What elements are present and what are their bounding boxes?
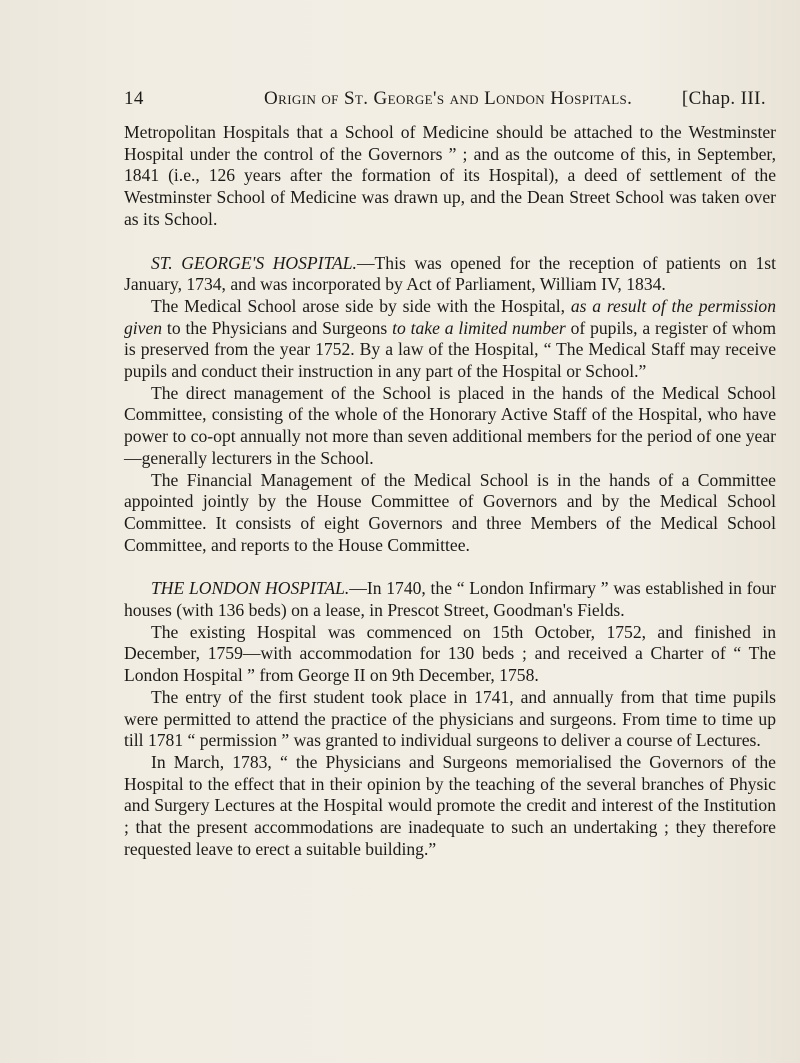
section-heading-london-hospital: THE LONDON HOSPITAL. (151, 578, 350, 599)
paragraph-london-hospital (124, 578, 776, 621)
paragraph-medical-school-origin (124, 296, 776, 383)
body-text (124, 122, 776, 861)
paragraph-st-georges-hospital (124, 253, 776, 296)
text-run: of pupils, a register of whom is preserved from the year 1752. By a law of the Hospital, “ The Medical Staff may receive pupils and conduct their instruction in any part of the Hospital or School.” (124, 317, 776, 382)
text-run: to the Physicians and Surgeons (162, 317, 393, 338)
running-title: Origin of St. George's and London Hospitals. (264, 88, 633, 109)
running-head (124, 88, 766, 110)
section-heading-st-georges: ST. GEORGE'S HOSPITAL. (151, 252, 357, 273)
paragraph-financial-management: The Financial Management of the Medical School is in the hands of a Committee appointed jointly by the House Committee of Governors and by the Medical School Committee. It consists of eight Governors and three Members of the Medical School Committee, and reports to the House Committee. (124, 469, 776, 555)
paragraph-march-1783: In March, 1783, “ the Physicians and Surgeons memorialised the Governors of the Hospital to the effect that in their opinion by the teaching of the several branches of Physic and Surgery Lectures at the Hospital would promote the credit and interest of the Institution ; that the present accommodations are inadequate to such an undertaking ; they therefore requested leave to erect a suitable building.” (124, 751, 776, 859)
paragraph-direct-management: The direct management of the School is placed in the hands of the Medical School Committee, consisting of the whole of the Honorary Active Staff of the Hospital, who have power to co-opt annually not more than seven additional members for the period of one year—generally lecturers in the School. (124, 382, 776, 468)
paragraph-text: —In 1740, the “ London Infirmary ” was established in four houses (with 136 beds) on a lease, in Prescot Street, Goodman's Fields. (124, 578, 776, 621)
text-run: The Medical School arose side by side with the Hospital, (151, 295, 571, 316)
page-number: 14 (124, 88, 144, 109)
italic-run: to take a limited number (392, 317, 566, 338)
paragraph-westminster-continued: Metropolitan Hospitals that a School of Medicine should be attached to the Westminster Hospital under the control of the Governors ” ; and as the outcome of this, in September, 1841 (i.e., 126 years after the formation of its Hospital), a deed of settlement of the Westminster School of Medicine was drawn up, and the Dean Street School was taken over as its School. (124, 122, 776, 229)
italic-run: as a result of the permission given (124, 295, 776, 338)
paragraph-first-student: The entry of the first student took place in 1741, and annually from that time pupils were permitted to attend the practice of the physicians and surgeons. From time to time up till 1781 “ permission ” was granted to individual surgeons to deliver a course of Lectures. (124, 686, 776, 751)
chapter-label: [Chap. III. (681, 88, 766, 109)
paragraph-existing-hospital: The existing Hospital was commenced on 15th October, 1752, and finished in December, 1759—with accommodation for 130 beds ; and received a Charter of “ The London Hospital ” from George II on 9th December, 1758. (124, 621, 776, 686)
paragraph-text: —This was opened for the reception of patients on 1st January, 1734, and was incorporated by Act of Parliament, William IV, 1834. (124, 252, 776, 295)
